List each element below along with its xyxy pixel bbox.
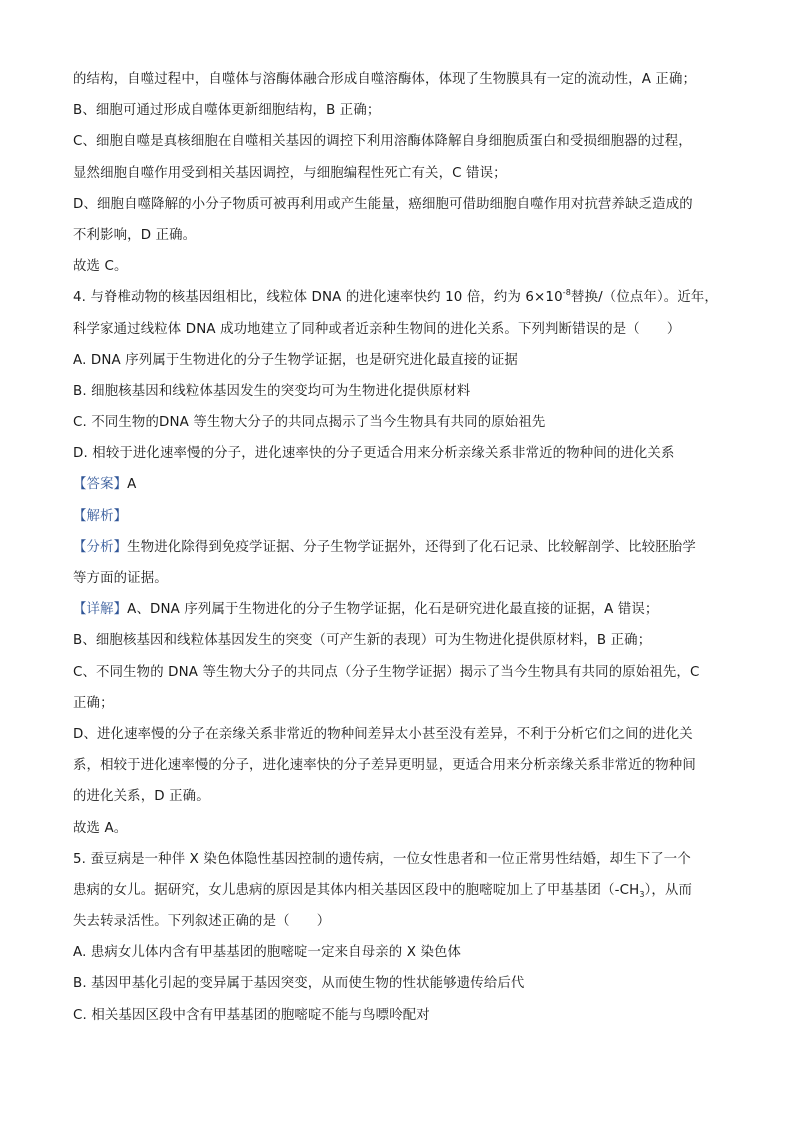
question-5-option-c: C. 相关基因区段中含有甲基基团的胞嘧啶不能与鸟嘌呤配对 xyxy=(73,1007,430,1023)
question-4-stem-cont: 科学家通过线粒体 DNA 成功地建立了同种或者近亲种生物间的进化关系。下列判断错误的是（ ） xyxy=(73,321,681,337)
question-5-stem-part2: ），从而 xyxy=(644,882,693,898)
question-4-option-d: D. 相较于进化速率慢的分子，进化速率快的分子更适合用来分析亲缘关系非常近的物种间的进化关系 xyxy=(73,446,675,462)
question-5-stem-cont xyxy=(73,875,733,906)
detail-line xyxy=(73,594,733,625)
paragraph-line: 的结构，自噬过程中，自噬体与溶酶体融合形成自噬溶酶体，体现了生物膜具有一定的流动性，A 正确； xyxy=(73,72,697,87)
question-5-option-a: A. 患病女儿体内含有甲基基团的胞嘧啶一定来自母亲的 X 染色体 xyxy=(73,945,462,961)
question-4-option-a: A. DNA 序列属于生物进化的分子生物学证据，也是研究进化最直接的证据 xyxy=(73,352,518,368)
question-5-option-b: B. 基因甲基化引起的变异属于基因突变，从而使生物的性状能够遗传给后代 xyxy=(73,976,525,992)
question-5-stem-part1: 患病的女儿。据研究，女儿患病的原因是其体内相关基因区段中的胞嘧啶加上了甲基基团（-CH xyxy=(73,882,640,898)
question-5-stem-end: 失去转录活性。下列叙述正确的是（ ） xyxy=(73,914,331,930)
page-body xyxy=(73,64,733,1031)
paragraph-line: B、细胞核基因和线粒体基因发生的突变（可产生新的表现）可为生物进化提供原材料，B 正确； xyxy=(73,633,652,649)
analysis-sub-tag: 【分析】 xyxy=(73,539,128,555)
paragraph-line: D、进化速率慢的分子在亲缘关系非常近的物种间差异太小甚至没有差异，不利于分析它们之间的进化关 xyxy=(73,726,693,742)
analysis-heading xyxy=(73,501,733,532)
paragraph-line: 不利影响，D 正确。 xyxy=(73,227,197,243)
paragraph-line: B、细胞可通过形成自噬体更新细胞结构，B 正确； xyxy=(73,103,381,119)
paragraph-line: 系，相较于进化速率慢的分子，进化速率快的分子差异更明显，更适合用来分析亲缘关系非常近的物种间 xyxy=(73,758,696,774)
paragraph-line: 正确； xyxy=(73,695,114,711)
detail-text: A、DNA 序列属于生物进化的分子生物学证据，化石是研究进化最直接的证据，A 错误； xyxy=(127,602,659,618)
paragraph-line: 显然细胞自噬作用受到相关基因调控，与细胞编程性死亡有关，C 错误； xyxy=(73,165,507,181)
paragraph-line: D、细胞自噬降解的小分子物质可被再利用或产生能量，癌细胞可借助细胞自噬作用对抗营养缺乏造成的 xyxy=(73,196,693,212)
answer-value: A xyxy=(127,477,137,493)
question-4-stem xyxy=(73,282,733,313)
detail-tag: 【详解】 xyxy=(73,602,128,618)
question-4-option-b: B. 细胞核基因和线粒体基因发生的突变均可为生物进化提供原材料 xyxy=(73,383,471,399)
subscript: 3 xyxy=(639,889,645,899)
answer-choice-line: 故选 A。 xyxy=(73,820,128,836)
analysis-line xyxy=(73,532,733,563)
question-5-stem: 5. 蚕豆病是一种伴 X 染色体隐性基因控制的遗传病，一位女性患者和一位正常男性结婚，却生下了一个 xyxy=(73,851,691,867)
paragraph-line: 的进化关系，D 正确。 xyxy=(73,789,210,805)
question-4-option-c: C. 不同生物的DNA 等生物大分子的共同点揭示了当今生物具有共同的原始祖先 xyxy=(73,415,546,431)
answer-choice-line: 故选 C。 xyxy=(73,259,128,275)
exponent: -8 xyxy=(562,288,572,298)
analysis-tag: 【解析】 xyxy=(73,508,128,524)
paragraph-line: C、细胞自噬是真核细胞在自噬相关基因的调控下利用溶酶体降解自身细胞质蛋白和受损细胞器的过程， xyxy=(73,134,692,150)
analysis-text: 生物进化除得到免疫学证据、分子生物学证据外，还得到了化石记录、比较解剖学、比较胚胎学 xyxy=(127,539,696,555)
question-4-stem-part1: 4. 与脊椎动物的核基因组相比，线粒体 DNA 的进化速率快约 10 倍，约为 6×10 xyxy=(73,290,563,306)
paragraph-line: C、不同生物的 DNA 等生物大分子的共同点（分子生物学证据）揭示了当今生物具有共同的原始祖先，C xyxy=(73,664,700,680)
answer-line xyxy=(73,469,733,500)
paragraph-line: 等方面的证据。 xyxy=(73,571,168,586)
answer-tag: 【答案】 xyxy=(73,477,128,493)
question-4-stem-part2: 替换/（位点年）。近年， xyxy=(571,290,718,306)
